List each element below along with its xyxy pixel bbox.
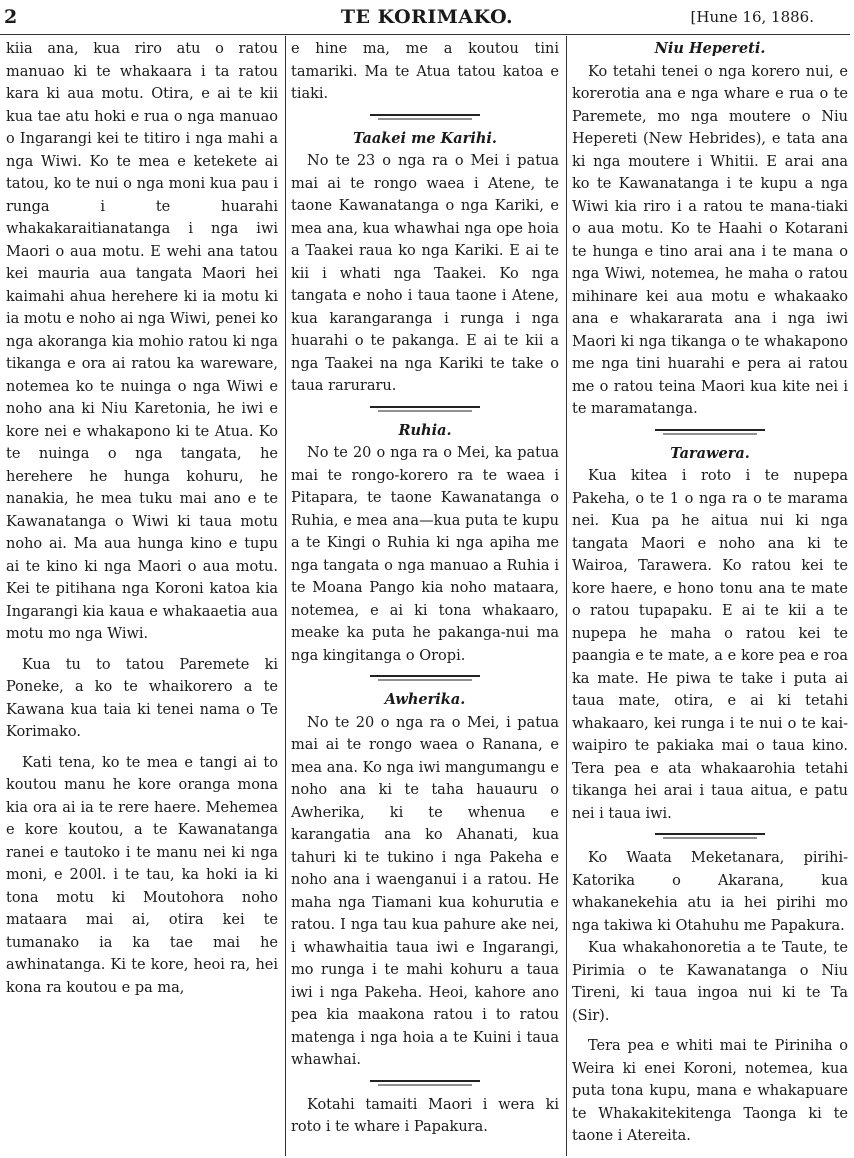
column-1 — [6, 38, 278, 999]
article-paragraph: Ko tetahi tenei o nga korero nui, e korerotia ana e nga whare e rua o te Paremete, mo nga moutere o Niu Hepereti (New Hebrides), e tata ana ki nga moutere i Whitii. E arai ana ko te Kawanatanga i te kupu a nga Wiwi kia riro i a ratou te mana-tiaki o aua motu. Ko te Haahi o Kotarani te hunga e tino arai ana i te mana o nga Wiwi, notemea, he maha o ratou mihinare kei aua motu e whakaako ana e whakararata ana i nga iwi Maori ki nga tikanga o te whakapono me nga tini huarahi e pera ai ratou me o ratou teina Maori kua kite nei i te maramatanga. — [572, 63, 848, 417]
article-paragraph: Kotahi tamaiti Maori i wera ki roto i te whare i Papakura. — [291, 1096, 559, 1135]
article-paragraph: Kua whakahonoretia a te Taute, te Pirimia o te Kawanatanga o Niu Tireni, ki taua ingoa nui ki te Ta (Sir). — [572, 940, 848, 1024]
section-rule — [655, 825, 765, 847]
article-paragraph: Kua kitea i roto i te nupepa Pakeha, o te 1 o nga ra o te marama nei. Kua pa he aitua nui ki nga tangata Maori e noho ana ki te Wairoa, Tarawera. Ko ratou kei te kore haere, e hono tonu ana te mate o ratou tupapaku. E ai te kii a te nupepa he maha o ratou kei te paangia e te mate, a e kore pea e roa ka mate. He piwa te take i puta ai taua mate, otira, e ai ki tetahi whakaaro, kei runga i te nui o te kai-waipiro te pakiaka mai o taua kino. Tera pea e ata whakaarohia tetahi tikanga hei arai i taua aitua, e patu nei i taua iwi. — [572, 468, 848, 822]
section-rule — [655, 421, 765, 443]
section-heading: Awherika. — [384, 691, 466, 708]
article-paragraph: Ko Waata Meketanara, pirihi-Katorika o Akarana, kua whakanekehia atu ia hei pirihi mo nga takiwa ki Otahuhu me Papakura. — [572, 850, 848, 934]
header-rule — [0, 34, 850, 35]
article-paragraph: e hine ma, me a koutou tini tamariki. Ma te Atua tatou katoa e tiaki. — [291, 41, 559, 102]
section-rule — [370, 106, 480, 128]
section-rule — [370, 667, 480, 689]
column-3 — [572, 38, 848, 1148]
masthead-title: TE KORIMAKO. — [340, 6, 514, 28]
column-2 — [291, 38, 559, 1139]
column-divider-2 — [566, 36, 567, 1156]
article-paragraph: No te 20 o nga ra o Mei, ka patua mai te rongo-korero ra te waea i Pitapara, te taone Kawanatanga o Ruhia, e mea ana—kua puta te kupu a te Kingi o Ruhia ki nga apiha me nga tangata o nga manuao a Ruhia i te Moana Pango kia noho mataara, notemea, e ai ki tona whakaaro, meake ka puta he pakanga-nui ma nga kingitanga o Oropi. — [291, 445, 559, 664]
section-heading: Tarawera. — [670, 444, 750, 462]
page-number: 2 — [4, 6, 18, 28]
section-heading: Ruhia. — [398, 421, 452, 439]
article-paragraph: Kua tu to tatou Paremete ki Poneke, a ko te whaikorero a te Kawana kua taia ki tenei nama o Te Korimako. — [6, 656, 278, 740]
section-rule — [370, 398, 480, 420]
section-heading: Taakei me Karihi. — [353, 129, 497, 147]
article-paragraph: kiia ana, kua riro atu o ratou manuao ki te whakaara i ta ratou kara ki aua motu. Otira, e ai te kii kua tae atu hoki e rua o nga manuao o Ingarangi kei te titiro i nga mahi a nga Wiwi. Ko te mea e ketekete ai tatou, ko te nui o nga moni kua pau i runga i te huarahi whakakaraitianatanga i nga iwi Maori o aua motu. E wehi ana tatou kei mauria aua tangata Maori hei kaimahi ahua herehere ki ia motu ki ia motu e noho ai nga Wiwi, penei ko nga akoranga kia mohio ratou ki nga tikanga e ora ai ratou ka wareware, notemea ko te nuinga o nga Wiwi e noho ana ki Niu Karetonia, he iwi e kore nei e whakapono ki te Atua. Ko te nuinga o nga tangata, he herehere he hunga kohuru, he nanakia, he mea tuku mai ano e te Kawanatanga o Wiwi ki taua motu noho ai. Ma aua hunga kino e tupu ai te kino ki nga Maori o aua motu. Kei te pitihana nga Koroni katoa kia Ingarangi kia kaua e whakaaetia aua motu mo nga Wiwi. — [6, 41, 278, 642]
article-paragraph: No te 20 o nga ra o Mei, i patua mai ai te rongo waea o Ranana, e mea ana. Ko nga iwi mangumangu e noho ana ki te taha hauauru o Awherika, ki te whenua e karangatia ana ko Ahanati, kua tahuri ki te tukino i nga Pakeha e noho ana i waenganui i a ratou. He maha nga Tiamani kua kohurutia e ratou. I nga tau kua pahure ake nei, i whawhaitia taua iwi e Ingarangi, mo runga i te mahi kohuru a taua iwi i nga Pakeha. Heoi, kahore ano pea kia maakona ratou i to ratou matenga i nga hoia a te Kuini i taua whawhai. — [291, 714, 559, 1068]
article-paragraph: Kati tena, ko te mea e tangi ai to koutou manu he kore oranga mona kia ora ai ia te rere haere. Mehemea e kore koutou, a te Kawanatanga ranei e tautoko i te manu nei ki nga moni, e 200l. i te tau, ka hoki ia ki tona motu ki Moutohora noho mataara mai ai, otira kei te tumanako ia ka tae mai he awhinatanga. Ki te kore, heoi ra, hei kona ra koutou e pa ma, — [6, 754, 278, 996]
column-divider-1 — [285, 36, 286, 1156]
page-header — [0, 4, 854, 30]
section-heading: Niu Hepereti. — [654, 40, 766, 57]
article-paragraph: No te 23 o nga ra o Mei i patua mai ai te rongo waea i Atene, te taone Kawanatanga o nga Kariki, e mea ana, kua whawhai nga ope hoia a Taakei raua ko nga Kariki. E ai te kii i whati nga Taakei. Ko nga tangata e noho i taua taone i Atene, kua karangaranga i runga i nga huarahi o te pakanga. E ai te kii a nga Taakei na nga Kariki te take o taua raruraru. — [291, 153, 559, 394]
article-paragraph: Tera pea e whiti mai te Piriniha o Weira ki enei Koroni, notemea, kua puta tona kupu, mana e whakapuare te Whakakitekitenga Taonga ki te taone i Atereita. — [572, 1038, 848, 1144]
section-rule — [370, 1072, 480, 1094]
issue-date: [Hune 16, 1886. — [690, 8, 814, 26]
